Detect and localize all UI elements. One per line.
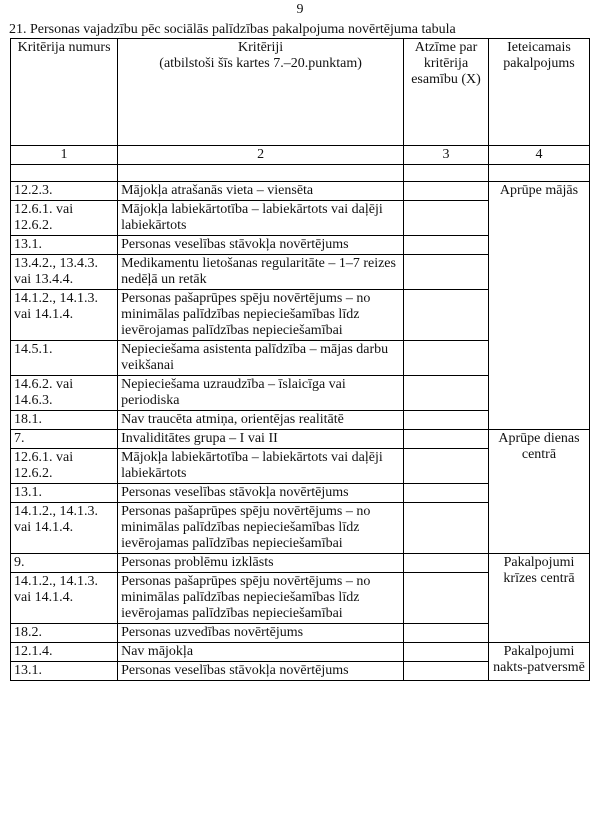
criterion-number: 12.6.1. vai 12.6.2. <box>11 201 118 236</box>
recommended-service: Aprūpe dienas centrā <box>488 430 589 554</box>
criterion-number: 18.2. <box>11 624 118 643</box>
mark-cell[interactable] <box>404 376 489 411</box>
mark-cell[interactable] <box>404 624 489 643</box>
recommended-service: Pakalpojumi nakts-patversmē <box>488 643 589 681</box>
header-criteria-note: (atbilstoši šīs kartes 7.–20.punktam) <box>159 56 362 71</box>
header-mark: Atzīme par kritērija esamību (X) <box>404 39 489 146</box>
criterion-number: 14.1.2., 14.1.3. vai 14.1.4. <box>11 290 118 341</box>
mark-cell[interactable] <box>404 201 489 236</box>
mark-cell[interactable] <box>404 662 489 681</box>
table-caption: 21. Personas vajadzību pēc sociālās palīdzības pakalpojuma novērtējuma tabula <box>9 22 456 37</box>
column-number: 3 <box>404 146 489 165</box>
criterion-text: Personas veselības stāvokļa novērtējums <box>118 662 404 681</box>
column-number: 1 <box>11 146 118 165</box>
criterion-number: 12.1.4. <box>11 643 118 662</box>
criterion-number: 7. <box>11 430 118 449</box>
spacer-cell <box>11 165 118 182</box>
spacer-cell <box>118 165 404 182</box>
mark-cell[interactable] <box>404 573 489 624</box>
page-number: 9 <box>296 2 304 17</box>
criterion-text: Medikamentu lietošanas regularitāte – 1–7 reizes nedēļā un retāk <box>118 255 404 290</box>
mark-cell[interactable] <box>404 182 489 201</box>
criterion-text: Nav traucēta atmiņa, orientējas realitātē <box>118 411 404 430</box>
criterion-number: 14.5.1. <box>11 341 118 376</box>
header-criteria <box>118 39 404 146</box>
mark-cell[interactable] <box>404 255 489 290</box>
table-row <box>11 554 590 573</box>
criterion-number: 12.2.3. <box>11 182 118 201</box>
mark-cell[interactable] <box>404 430 489 449</box>
assessment-table <box>10 38 590 681</box>
criterion-number: 18.1. <box>11 411 118 430</box>
header-criteria-title: Kritēriji <box>238 40 284 55</box>
spacer-cell <box>404 165 489 182</box>
mark-cell[interactable] <box>404 411 489 430</box>
header-criterion-number: Kritērija numurs <box>11 39 118 146</box>
criterion-number: 14.1.2., 14.1.3. vai 14.1.4. <box>11 503 118 554</box>
recommended-service: Aprūpe mājās <box>488 182 589 430</box>
table-body <box>11 182 590 681</box>
mark-cell[interactable] <box>404 341 489 376</box>
table-row <box>11 430 590 449</box>
criterion-number: 13.1. <box>11 484 118 503</box>
column-number: 4 <box>488 146 589 165</box>
column-number-row <box>11 146 590 165</box>
criterion-text: Invaliditātes grupa – I vai II <box>118 430 404 449</box>
spacer-row <box>11 165 590 182</box>
criterion-text: Personas veselības stāvokļa novērtējums <box>118 484 404 503</box>
header-service: Ieteicamais pakalpojums <box>488 39 589 146</box>
criterion-text: Nav mājokļa <box>118 643 404 662</box>
table-row <box>11 643 590 662</box>
column-number: 2 <box>118 146 404 165</box>
recommended-service: Pakalpojumi krīzes centrā <box>488 554 589 643</box>
mark-cell[interactable] <box>404 643 489 662</box>
mark-cell[interactable] <box>404 554 489 573</box>
criterion-text: Nepieciešama uzraudzība – īslaicīga vai periodiska <box>118 376 404 411</box>
header-row <box>11 39 590 146</box>
criterion-text: Personas pašaprūpes spēju novērtējums – no minimālas palīdzības nepieciešamības līdz ievērojamas palīdzības nepieciešamībai <box>118 573 404 624</box>
criterion-number: 13.1. <box>11 236 118 255</box>
criterion-text: Mājokļa atrašanās vieta – viensēta <box>118 182 404 201</box>
mark-cell[interactable] <box>404 484 489 503</box>
criterion-text: Personas veselības stāvokļa novērtējums <box>118 236 404 255</box>
criterion-number: 9. <box>11 554 118 573</box>
criterion-text: Nepieciešama asistenta palīdzība – mājas darbu veikšanai <box>118 341 404 376</box>
criterion-text: Personas pašaprūpes spēju novērtējums – no minimālas palīdzības nepieciešamības līdz ievērojamas palīdzības nepieciešamībai <box>118 290 404 341</box>
mark-cell[interactable] <box>404 449 489 484</box>
criterion-number: 13.1. <box>11 662 118 681</box>
mark-cell[interactable] <box>404 503 489 554</box>
mark-cell[interactable] <box>404 236 489 255</box>
table-row <box>11 182 590 201</box>
mark-cell[interactable] <box>404 290 489 341</box>
criterion-text: Personas pašaprūpes spēju novērtējums – no minimālas palīdzības nepieciešamības līdz ievērojamas palīdzības nepieciešamībai <box>118 503 404 554</box>
criterion-number: 13.4.2., 13.4.3. vai 13.4.4. <box>11 255 118 290</box>
criterion-number: 14.1.2., 14.1.3. vai 14.1.4. <box>11 573 118 624</box>
criterion-text: Mājokļa labiekārtotība – labiekārtots vai daļēji labiekārtots <box>118 201 404 236</box>
criterion-number: 12.6.1. vai 12.6.2. <box>11 449 118 484</box>
criterion-number: 14.6.2. vai 14.6.3. <box>11 376 118 411</box>
criterion-text: Mājokļa labiekārtotība – labiekārtots vai daļēji labiekārtots <box>118 449 404 484</box>
criterion-text: Personas problēmu izklāsts <box>118 554 404 573</box>
criterion-text: Personas uzvedības novērtējums <box>118 624 404 643</box>
spacer-cell <box>488 165 589 182</box>
